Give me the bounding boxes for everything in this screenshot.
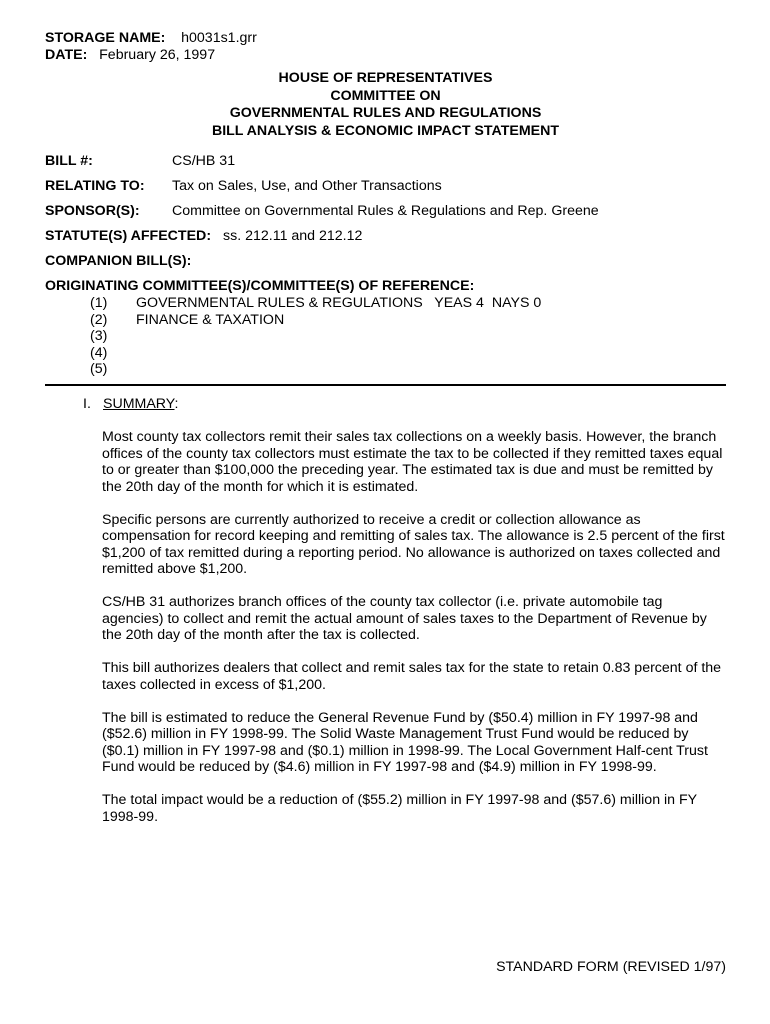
- committee-row: [45, 345, 726, 362]
- relating-to-value: Tax on Sales, Use, and Other Transactions: [172, 178, 442, 194]
- originating-row: ORIGINATING COMMITTEE(S)/COMMITTEE(S) OF REFERENCE:: [45, 278, 475, 294]
- summary-heading: I. SUMMARY:: [83, 396, 179, 412]
- storage-name-label: STORAGE NAME: [45, 30, 161, 46]
- summary-paragraph: The bill is estimated to reduce the General Revenue Fund by ($50.4) million in FY 1997-98 and ($52.6) million in FY 1998-99. The Solid Waste Management Trust Fund would be reduced by ($0.1) million in FY 1997-98 and ($0.1) million in 1998-99. The Local Government Half-cent Trust Fund would be reduced by ($4.6) million in FY 1997-98 and ($4.9) million in FY 1998-99.: [102, 709, 708, 775]
- committee-row: [45, 328, 726, 345]
- title-committee-name: GOVERNMENTAL RULES AND REGULATIONS: [229, 105, 542, 121]
- companion-row: COMPANION BILL(S):: [45, 253, 192, 269]
- title-committee-on: COMMITTEE ON: [330, 87, 441, 104]
- summary-paragraph: The total impact would be a reduction of ($55.2) million in FY 1997-98 and ($57.6) million in FY 1998-99.: [102, 792, 697, 825]
- committee-name: FINANCE & TAXATION: [136, 311, 285, 328]
- committee-number: (1): [90, 295, 108, 311]
- horizontal-divider: [45, 384, 726, 386]
- summary-paragraph: CS/HB 31 authorizes branch offices of the county tax collector (i.e. private automobile tag agencies) to collect and remit the actual amount of sales taxes to the Department of Revenue by the 20th day of the month after the tax is collected.: [102, 594, 707, 643]
- statutes-label: STATUTE(S) AFFECTED: [45, 228, 207, 244]
- companion-label: COMPANION BILL(S): [45, 253, 187, 269]
- committee-row: [45, 312, 726, 329]
- statutes-value: ss. 212.11 and 212.12: [223, 228, 363, 244]
- summary-section-number: I.: [83, 396, 91, 412]
- relating-to-row: RELATING TO: Tax on Sales, Use, and Other Transactions: [45, 178, 442, 194]
- committee-list: [45, 295, 726, 378]
- title-statement: BILL ANALYSIS & ECONOMIC IMPACT STATEMENT: [211, 122, 560, 139]
- storage-name-value: h0031s1.grr: [181, 30, 257, 46]
- statutes-row: STATUTE(S) AFFECTED: ss. 212.11 and 212.12: [45, 228, 363, 244]
- date-line: DATE: February 26, 1997: [45, 47, 216, 63]
- form-footer: STANDARD FORM (REVISED 1/97): [496, 959, 726, 975]
- document-titles: [45, 70, 726, 140]
- document-page: [45, 30, 726, 975]
- committee-number: (3): [90, 328, 108, 345]
- sponsor-label: SPONSOR(S): [45, 203, 135, 219]
- committee-number: (2): [90, 311, 108, 328]
- summary-body: [102, 429, 726, 842]
- storage-name-line: STORAGE NAME: h0031s1.grr: [45, 30, 257, 46]
- committee-name: GOVERNMENTAL RULES & REGULATIONS YEAS 4 NAYS 0: [136, 295, 542, 311]
- title-house: HOUSE OF REPRESENTATIVES: [278, 70, 493, 86]
- summary-paragraph: This bill authorizes dealers that collect and remit sales tax for the state to retain 0.83 percent of the taxes collected in excess of $1,200.: [102, 660, 722, 693]
- summary-paragraph: Specific persons are currently authorized to receive a credit or collection allowance as compensation for record keeping and remitting of sales tax. The allowance is 2.5 percent of the first $1,200 of tax remitted during a reporting period. No allowance is authorized on taxes collected and remitted above $1,200.: [102, 511, 725, 577]
- bill-number-value: CS/HB 31: [172, 153, 236, 169]
- summary-title: SUMMARY: [103, 396, 175, 412]
- committee-number: (4): [90, 344, 108, 361]
- sponsor-row: SPONSOR(S): Committee on Governmental Rules & Regulations and Rep. Greene: [45, 203, 599, 219]
- bill-number-label: BILL #: [45, 153, 89, 169]
- committee-row: [45, 295, 726, 312]
- date-label: DATE: [45, 47, 83, 63]
- committee-row: [45, 361, 726, 378]
- sponsor-value: Committee on Governmental Rules & Regulations and Rep. Greene: [172, 203, 599, 219]
- summary-paragraph: Most county tax collectors remit their sales tax collections on a weekly basis. However, the branch offices of the county tax collectors must estimate the tax to be collected if they remitted taxes equal to or greater than $100,000 the preceding year. The estimated tax is due and must be remitted by the 20th day of the month for which it is estimated.: [102, 429, 723, 495]
- date-value: February 26, 1997: [99, 47, 216, 63]
- relating-to-label: RELATING TO: [45, 178, 140, 194]
- originating-label: ORIGINATING COMMITTEE(S)/COMMITTEE(S) OF REFERENCE: [45, 278, 470, 294]
- bill-number-row: BILL #: CS/HB 31: [45, 153, 236, 169]
- committee-number: (5): [90, 361, 108, 378]
